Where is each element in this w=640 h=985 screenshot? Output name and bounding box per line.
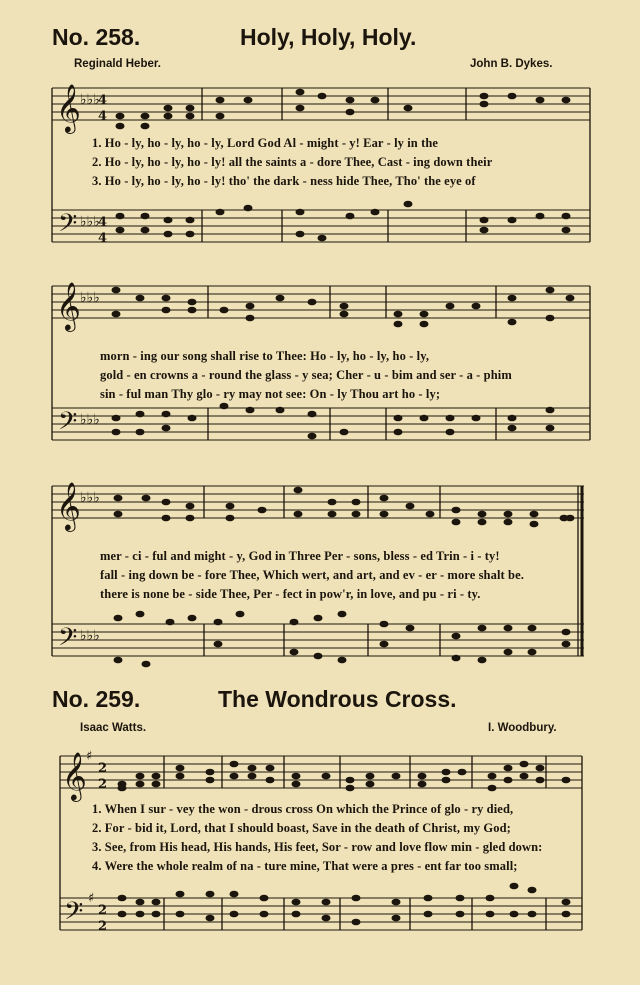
svg-text:♯: ♯	[88, 891, 95, 906]
svg-text:𝄢: 𝄢	[64, 897, 84, 932]
hymn-number: No. 259.	[52, 686, 141, 712]
svg-text:♭♭♭: ♭♭♭	[80, 92, 100, 108]
svg-text:4: 4	[98, 109, 108, 124]
svg-text:4: 4	[98, 231, 108, 246]
music-staff-system	[0, 80, 640, 260]
svg-text:2: 2	[98, 761, 108, 776]
lyricist-credit: Reginald Heber.	[74, 58, 161, 70]
svg-text:♭♭♭: ♭♭♭	[80, 214, 100, 230]
lyric-line: gold - en crowns a - round the glass - y sea; Cher - u - bim and ser - a - phim	[100, 368, 512, 382]
svg-text:♭♭♭: ♭♭♭	[80, 490, 100, 506]
svg-text:𝄢: 𝄢	[58, 209, 78, 244]
svg-text:2: 2	[98, 919, 108, 934]
svg-text:2: 2	[98, 903, 108, 918]
hymn-title: Holy, Holy, Holy.	[240, 24, 417, 50]
lyric-line: 3. See, from His head, His hands, His feet, Sor - row and love flow min - gled down:	[92, 840, 543, 854]
lyric-line: sin - ful man Thy glo - ry may not see: On - ly Thou art ho - ly;	[100, 387, 441, 401]
lyric-line: 1. Ho - ly, ho - ly, ho - ly, Lord God Al - might - y! Ear - ly in the	[92, 136, 439, 150]
lyric-line: 4. Were the whole realm of na - ture mine, That were a pres - ent far too small;	[92, 859, 518, 873]
svg-text:2: 2	[98, 777, 108, 792]
svg-text:♭♭♭: ♭♭♭	[80, 628, 100, 644]
lyric-line: 3. Ho - ly, ho - ly, ho - ly! tho' the dark - ness hide Thee, Tho' the eye of	[92, 174, 476, 188]
lyric-line: there is none be - side Thee, Per - fect in pow'r, in love, and pu - ri - ty.	[100, 587, 481, 601]
lyric-line: 2. For - bid it, Lord, that I should boast, Save in the death of Christ, my God;	[92, 821, 511, 835]
svg-text:♭♭♭: ♭♭♭	[80, 290, 100, 306]
lyric-line: 1. When I sur - vey the won - drous cross On which the Prince of glo - ry died,	[92, 802, 514, 816]
svg-text:𝄞: 𝄞	[56, 83, 81, 132]
hymn-title: The Wondrous Cross.	[218, 686, 457, 712]
svg-text:𝄞: 𝄞	[56, 281, 81, 330]
svg-text:♯: ♯	[86, 749, 93, 764]
lyric-line: morn - ing our song shall rise to Thee: Ho - ly, ho - ly, ho - ly,	[100, 349, 430, 363]
svg-text:𝄞: 𝄞	[56, 481, 81, 530]
lyric-line: 2. Ho - ly, ho - ly, ho - ly! all the saints a - dore Thee, Cast - ing down their	[92, 155, 493, 169]
svg-text:4: 4	[98, 93, 108, 108]
svg-text:𝄢: 𝄢	[58, 407, 78, 442]
svg-text:𝄢: 𝄢	[58, 623, 78, 658]
lyric-line: fall - ing down be - fore Thee, Which wert, and art, and ev - er - more shalt be.	[100, 568, 524, 582]
composer-credit: John B. Dykes.	[470, 58, 553, 70]
lyricist-credit: Isaac Watts.	[80, 722, 147, 734]
svg-text:4: 4	[98, 215, 108, 230]
lyric-line: mer - ci - ful and might - y, God in Three Per - sons, bless - ed Trin - i - ty!	[100, 549, 500, 563]
svg-text:𝄞: 𝄞	[62, 751, 87, 800]
composer-credit: I. Woodbury.	[488, 722, 557, 734]
svg-text:♭♭♭: ♭♭♭	[80, 412, 100, 428]
hymn-number: No. 258.	[52, 24, 141, 50]
